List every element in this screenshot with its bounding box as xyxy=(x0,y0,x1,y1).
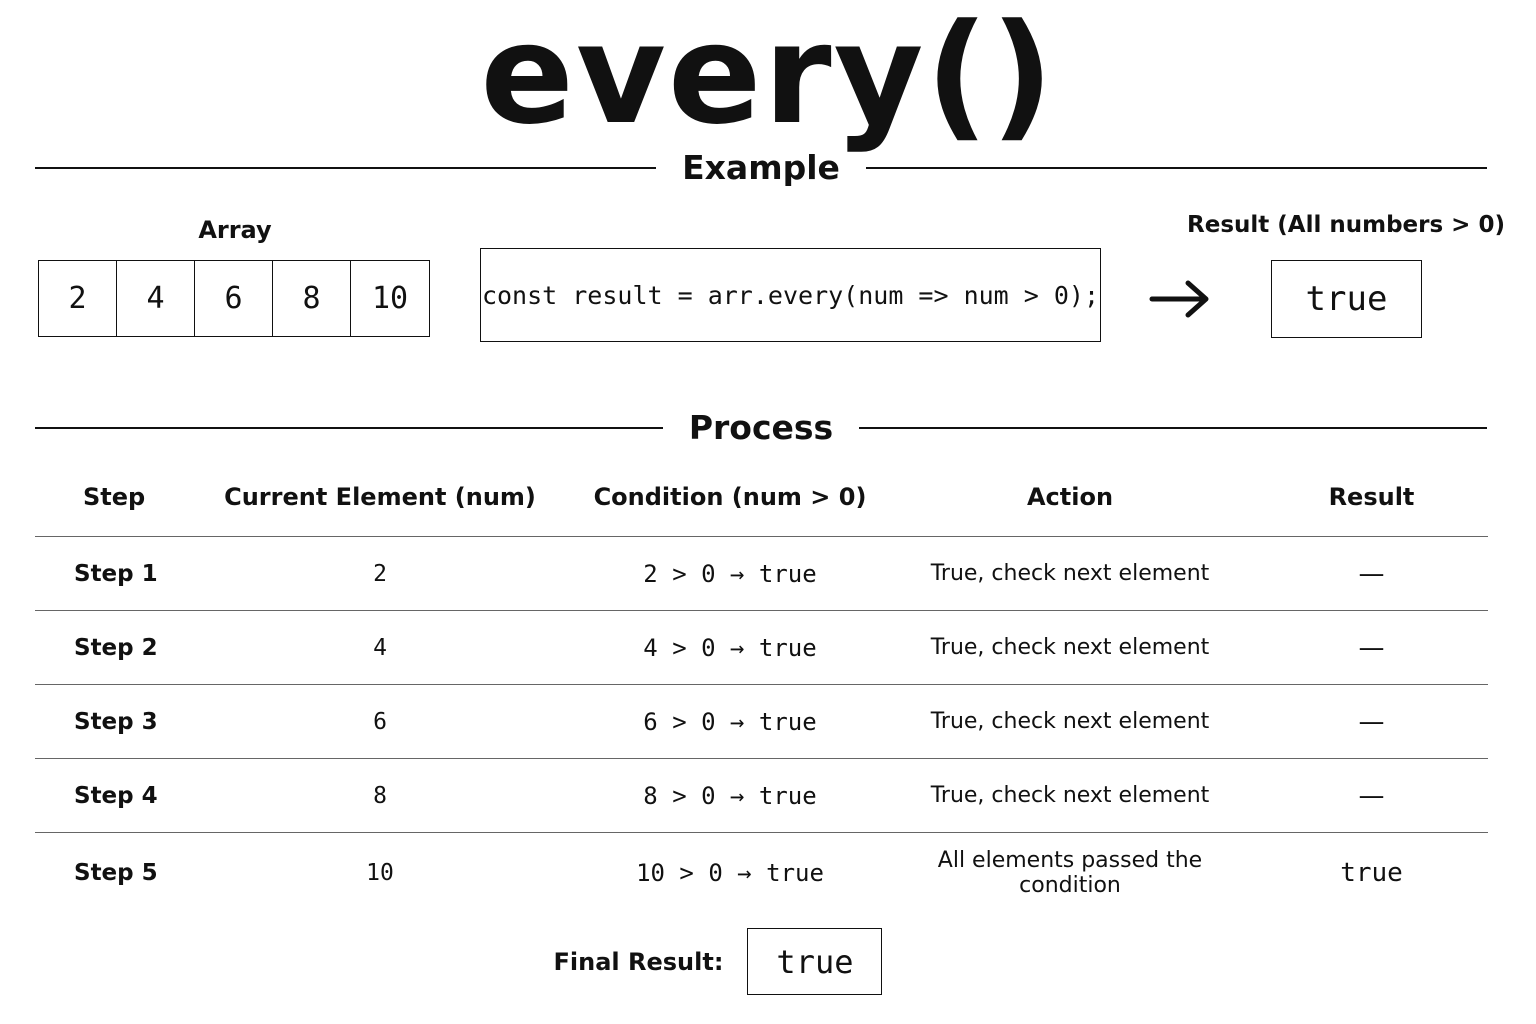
result-cell: — xyxy=(1358,780,1385,811)
process-heading: Process xyxy=(688,408,834,447)
table-row xyxy=(35,833,1488,913)
element-cell: 2 xyxy=(373,560,387,587)
table-row xyxy=(35,537,1488,611)
final-result xyxy=(0,928,1536,995)
action-cell: True, check next element xyxy=(930,561,1210,586)
column-header-action: Action xyxy=(1026,483,1114,511)
example-section-heading xyxy=(35,148,1487,188)
column-header-condition: Condition (num > 0) xyxy=(593,483,867,511)
action-cell: All elements passed the condition xyxy=(937,848,1203,898)
step-cell: Step 5 xyxy=(74,860,158,886)
code-snippet: const result = arr.every(num => num > 0); xyxy=(480,248,1101,342)
column-header-element: Current Element (num) xyxy=(224,483,536,511)
divider-line xyxy=(859,427,1487,429)
table-row xyxy=(35,685,1488,759)
element-cell: 10 xyxy=(366,860,394,886)
example-heading: Example xyxy=(682,148,840,187)
condition-cell: 4 > 0 → true xyxy=(643,633,817,662)
column-header-step: Step xyxy=(83,483,146,511)
result-cell: — xyxy=(1358,558,1385,589)
action-cell: True, check next element xyxy=(930,709,1210,734)
condition-cell: 8 > 0 → true xyxy=(643,781,817,810)
array-cell: 10 xyxy=(371,281,409,316)
final-result-label: Final Result: xyxy=(553,947,724,976)
result-value-box: true xyxy=(1271,260,1422,338)
array-cell: 2 xyxy=(39,261,117,336)
array-boxes xyxy=(38,260,430,337)
table-row xyxy=(35,611,1488,685)
element-cell: 8 xyxy=(373,782,387,809)
step-cell: Step 3 xyxy=(74,708,158,735)
result-cell: — xyxy=(1358,632,1385,663)
table-row xyxy=(35,759,1488,833)
result-cell: true xyxy=(1340,858,1403,888)
array-label: Array xyxy=(198,216,272,244)
action-cell: True, check next element xyxy=(930,783,1210,808)
element-cell: 6 xyxy=(373,708,387,735)
element-cell: 4 xyxy=(373,634,387,661)
result-label: Result (All numbers > 0) xyxy=(1187,212,1505,238)
condition-cell: 2 > 0 → true xyxy=(643,559,817,588)
table-header-row xyxy=(35,458,1488,537)
step-cell: Step 1 xyxy=(74,560,158,587)
step-cell: Step 4 xyxy=(74,782,158,809)
array-cell: 6 xyxy=(195,261,273,336)
array-cell: 4 xyxy=(117,261,195,336)
condition-cell: 6 > 0 → true xyxy=(643,707,817,736)
result-cell: — xyxy=(1358,706,1385,737)
condition-cell: 10 > 0 → true xyxy=(636,859,824,887)
page-title: every() xyxy=(480,0,1056,155)
divider-line xyxy=(866,167,1487,169)
final-result-box: true xyxy=(747,928,882,995)
process-table xyxy=(35,458,1488,913)
divider-line xyxy=(35,167,656,169)
array-cell: 8 xyxy=(273,261,351,336)
divider-line xyxy=(35,427,663,429)
right-arrow-icon xyxy=(1148,278,1212,320)
process-section-heading xyxy=(35,408,1487,448)
step-cell: Step 2 xyxy=(74,634,158,661)
action-cell: True, check next element xyxy=(930,635,1210,660)
column-header-result: Result xyxy=(1328,483,1415,511)
